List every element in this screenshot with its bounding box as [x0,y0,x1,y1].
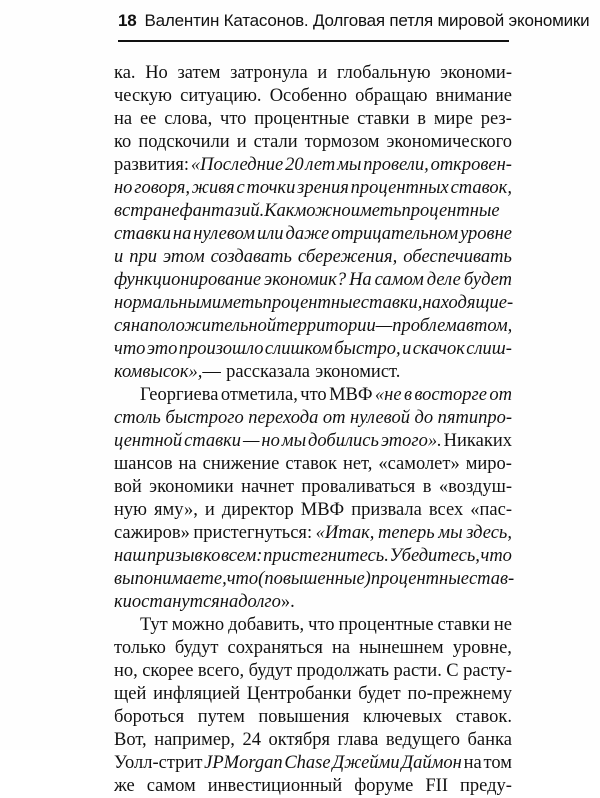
word: пристегнитесь. [263,546,389,566]
word: и [114,247,124,267]
word: затронула [230,63,308,83]
text-line [114,660,512,683]
word: и [236,132,247,152]
word: рез- [480,109,512,129]
word: на [331,638,351,658]
word: территории [276,316,376,336]
word: снижение [202,454,280,474]
word: путем [197,707,245,727]
word: инфляцией [153,684,241,704]
word: самом [374,270,424,290]
word: 24 [242,730,261,750]
word: «воздуш- [438,477,512,497]
word: Но [145,63,168,83]
word: мире [433,109,473,129]
word: внимание [435,86,512,106]
running-header [118,11,589,31]
word: ставки [357,109,410,129]
word: этом [163,247,205,267]
text-line [114,85,512,108]
word: Вот, [114,730,147,750]
word: Как [264,201,295,221]
word: ставки [184,431,242,451]
word: «пас- [470,500,512,520]
word: расту- [463,661,512,681]
text-line [114,637,512,660]
word: вы [114,569,135,589]
word: экономист. [315,362,401,382]
body-text [114,62,515,798]
word: миро- [465,454,512,474]
word: в [422,477,432,497]
word: но [261,431,280,451]
word: самом [146,776,196,796]
header-rule [118,40,509,42]
word: расти. [393,661,442,681]
word: или [256,224,284,244]
word: ставок. [455,707,512,727]
word: столь [114,408,161,428]
word: ее [139,109,157,129]
word: пристегнуться: [193,523,313,543]
word: нулевом [193,224,256,244]
word: — [202,362,221,382]
word: что [308,615,335,635]
word: «самолет» [378,454,460,474]
word: Убедитесь, [389,546,480,566]
word: ставки [114,224,171,244]
text-line [114,131,512,154]
word: преду- [460,776,512,796]
word: сохраняться [227,638,323,658]
word: и [204,500,215,520]
word: Тут [140,615,168,635]
word: ка. [114,63,136,83]
word: что [300,385,327,405]
word: ческую [114,86,172,106]
word: мы [337,155,362,175]
word: (повышенные) [258,569,371,589]
word: ком [114,362,143,382]
word: процентных [350,178,449,198]
word: стране [122,201,180,221]
word: от [322,408,346,428]
word: развития: [114,155,190,175]
word: живя [191,178,235,198]
word: мы [438,523,463,543]
word: что [114,339,146,359]
word: центной [114,431,183,451]
word: тормозом [304,132,380,152]
page-number: 18 [118,11,137,30]
word: ставки, [360,293,423,313]
text-line [114,108,512,131]
word: экономик? [264,270,347,290]
word: шансов [114,454,173,474]
word: по-прежнему [407,684,512,704]
text-line [114,200,512,223]
word: процентные [338,615,434,635]
word: октября [268,730,331,750]
word: здесь, [466,523,512,543]
word: ко [114,132,132,152]
word: яму», [154,500,198,520]
word: ставок, [450,178,512,198]
text-line [114,269,512,292]
word: обеспечивать [403,247,512,267]
word: Даймон [401,753,462,773]
word: и [402,339,412,359]
word: сбережения, [297,247,398,267]
word: Уолл-стрит [114,753,203,773]
word: банка [467,730,512,750]
word: всем: [220,546,263,566]
word: в [114,201,123,221]
word: продолжать [296,661,390,681]
word: FII [425,776,448,796]
word: директор [221,500,294,520]
word: ситуацию. [180,86,262,106]
word: всех [428,500,464,520]
text-line [114,453,512,476]
word: процентные [254,109,350,129]
word: фантазий. [179,201,265,221]
word: это [146,339,178,359]
word: ную [114,500,147,520]
word: теперь [377,523,435,543]
word: процентные [401,201,500,221]
word: слишком [264,339,333,359]
word: ведущего [385,730,460,750]
word: нормальным [114,293,212,313]
word: «Последние [190,155,284,175]
word: можно [294,201,351,221]
word: ». [280,592,295,612]
word: лет [305,155,336,175]
word: экономики [149,477,234,497]
text-line [114,476,512,499]
word: зрения [297,178,349,198]
word: произошло [178,339,264,359]
word: слова, [164,109,213,129]
word: экономи- [440,63,512,83]
word: на [114,109,133,129]
word: что [480,546,512,566]
word: надолго [219,592,281,612]
word: процентные [262,293,361,313]
word: быстрого [165,408,244,428]
word: даже [285,224,330,244]
text-line [114,729,512,752]
word: Chase [284,753,331,773]
word: деле [426,270,461,290]
text-line [114,292,512,315]
word: положительной [149,316,277,336]
word: на [463,753,482,773]
word: вой [114,477,142,497]
text-line [114,591,512,614]
word: нулевой [350,408,410,428]
word: будет [358,684,401,704]
word: не [493,615,512,635]
word: на [130,316,150,336]
text-line [114,154,512,177]
word: только [114,638,166,658]
word: точки [246,178,296,198]
word: при [129,247,157,267]
text-line [114,246,512,269]
word: начнет [241,477,294,497]
word: том, [473,316,513,336]
word: ключевых [362,707,443,727]
word: останутся [131,592,220,612]
text-line [114,315,512,338]
word: нынешнем [359,638,444,658]
text-line [114,361,512,384]
word: Джейми [332,753,400,773]
word: сажиров» [114,523,190,543]
word: будут [174,638,219,658]
word: на [178,454,197,474]
word: добились [308,431,379,451]
text-line [114,614,512,637]
word: скачок [412,339,465,359]
word: 20 [285,155,304,175]
word: ся [114,316,131,336]
word: понимаете, [134,569,227,589]
word: щей [114,684,147,704]
word: быстро, [334,339,401,359]
word: можно [171,615,225,635]
word: ставок [285,454,337,474]
word: например, [154,730,235,750]
text-line [114,683,512,706]
word: пятипро- [437,408,512,428]
running-title: Валентин Катасонов. Долговая петля мировой экономики [144,11,590,30]
word: провели, [363,155,429,175]
word: бороться [114,707,185,727]
word: глобальную [336,63,431,83]
word: в [465,316,474,336]
text-line [114,568,515,591]
text-line [114,522,512,545]
word: проваливаться [301,477,416,497]
word: став- [468,569,515,589]
word: Георгиева [140,385,219,405]
word: перехода [248,408,319,428]
text-line [114,384,512,407]
word: Центробанки [246,684,352,704]
word: до [414,408,434,428]
word: создавать [210,247,292,267]
word: глава [337,730,379,750]
word: стали [253,132,298,152]
word: наш [114,546,147,566]
word: будут [248,661,293,681]
word: же [114,776,135,796]
word: «Итак, [315,523,375,543]
word: находящие- [422,293,514,313]
word: всего, [197,661,245,681]
text-line [114,545,512,568]
text-line [114,430,512,453]
word: проблема [392,316,466,336]
word: этого». [380,431,442,451]
word: нет, [342,454,373,474]
text-line [114,499,512,522]
word: МВФ [329,385,373,405]
word: ставки [437,615,490,635]
text-line [114,177,512,200]
word: ки [114,592,132,612]
word: обращаю [355,86,428,106]
word: подскочили [138,132,230,152]
text-line [114,752,512,775]
word: иметь [350,201,402,221]
word: уровне [460,224,512,244]
word: Никаких [443,431,512,451]
word: — [375,316,393,336]
word: мы [281,431,307,451]
text-line [114,407,512,430]
word: откровен- [430,155,512,175]
word: рассказала [226,362,311,382]
word: в [403,385,412,405]
word: и [317,63,328,83]
word: повышения [258,707,350,727]
word: на [172,224,192,244]
text-line [114,775,512,798]
word: С [446,661,459,681]
word: МВФ [300,500,345,520]
text-line [114,223,512,246]
word: с [236,178,245,198]
word: затем [177,63,221,83]
word: высок», [142,362,203,382]
word: форуме [354,776,414,796]
word: JPMorgan [204,753,283,773]
word: добавить, [228,615,305,635]
word: но, [114,661,138,681]
word: уровне, [452,638,512,658]
word: что [226,569,259,589]
text-line [114,62,512,85]
word: том [483,753,512,773]
word: будет [463,270,512,290]
text-line [114,338,512,361]
word: «не [374,385,402,405]
word: инвестиционный [207,776,343,796]
word: процентные [370,569,469,589]
word: скорее [142,661,194,681]
word: функционирование [114,270,262,290]
word: ко [203,546,221,566]
word: иметь [211,293,263,313]
word: призвала [351,500,422,520]
word: призыв [147,546,203,566]
word: от [489,385,512,405]
word: экономического [386,132,512,152]
text-line [114,706,512,729]
word: На [349,270,372,290]
word: отметила, [220,385,298,405]
word: но [114,178,133,198]
word: говоря, [134,178,190,198]
word: слиш- [466,339,512,359]
word: что [220,109,247,129]
word: — [243,431,260,451]
word: в [417,109,427,129]
word: Особенно [269,86,347,106]
word: отрицательном [331,224,459,244]
word: восторге [414,385,487,405]
